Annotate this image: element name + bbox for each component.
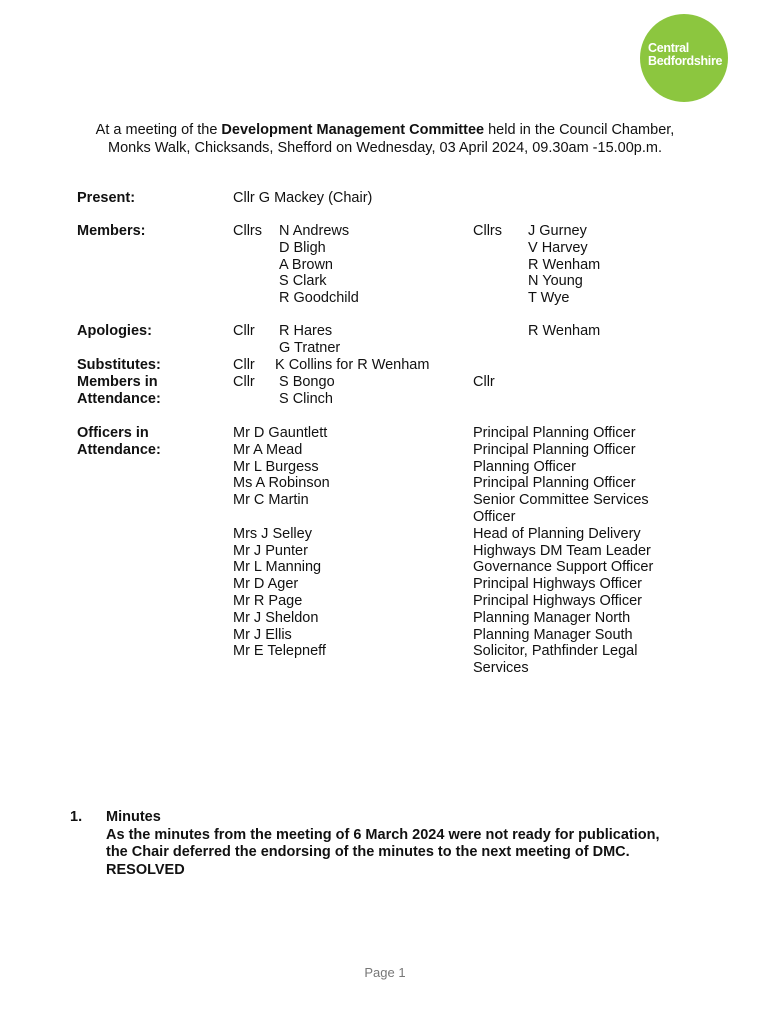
officer-name: Mr D Ager <box>233 576 299 593</box>
label-line: Members in <box>77 374 158 390</box>
officer-role: Planning Manager North <box>473 609 631 626</box>
list-item: R Wenham <box>528 256 601 273</box>
members-left-list <box>279 223 359 307</box>
label-line: Attendance: <box>77 390 161 407</box>
item-text-line: the Chair deferred the endorsing of the minutes to the next meeting of DMC. <box>106 844 630 860</box>
list-item: T Wye <box>528 290 570 307</box>
officer-name: Mr J Ellis <box>233 626 292 643</box>
intro-pre: At a meeting of the <box>95 122 222 138</box>
members-attendance-prefix: Cllr <box>233 374 255 390</box>
intro-line2: Monks Walk, Chicksands, Shefford on Wednesday, 03 April 2024, 09.30am -15.00p.m. <box>108 139 662 156</box>
present-label: Present: <box>77 190 136 206</box>
list-item: N Andrews <box>279 223 350 239</box>
officer-role: Planning Officer <box>473 458 576 475</box>
officer-role: Principal Planning Officer <box>473 425 636 441</box>
officer-role: Principal Highways Officer <box>473 592 642 609</box>
officer-role: Officer <box>473 508 516 525</box>
substitutes-prefix: Cllr <box>233 357 255 373</box>
meeting-intro <box>40 122 730 157</box>
members-left-prefix: Cllrs <box>233 223 262 239</box>
officer-names-list <box>233 425 330 660</box>
list-item: V Harvey <box>528 239 588 256</box>
logo-line1: Central <box>648 41 689 55</box>
officer-name: Mrs J Selley <box>233 525 312 542</box>
officers-label <box>77 425 161 459</box>
officer-role: Solicitor, Pathfinder Legal <box>473 643 638 660</box>
officer-name: Mr D Gauntlett <box>233 425 328 441</box>
officer-name: Ms A Robinson <box>233 475 330 492</box>
officer-role: Principal Planning Officer <box>473 441 636 458</box>
officer-name <box>233 509 330 526</box>
members-attendance-list <box>279 374 335 408</box>
item-minutes <box>106 809 746 879</box>
central-bedfordshire-logo <box>640 14 728 102</box>
label-line: Officers in <box>77 425 149 441</box>
apologies-list <box>279 323 340 357</box>
item-text-line: As the minutes from the meeting of 6 March 2024 were not ready for publication, <box>106 826 660 843</box>
officer-role: Services <box>473 660 529 677</box>
officer-name: Mr J Sheldon <box>233 609 319 626</box>
officer-role: Governance Support Officer <box>473 559 654 576</box>
list-item: S Clinch <box>279 390 333 407</box>
officer-name: Mr L Manning <box>233 559 322 576</box>
committee-name: Development Management Committee <box>221 122 485 138</box>
list-item: R Goodchild <box>279 290 359 307</box>
item-resolved: RESOLVED <box>106 861 185 878</box>
list-item: J Gurney <box>528 223 587 239</box>
officer-role: Highways DM Team Leader <box>473 542 651 559</box>
officer-role: Principal Highways Officer <box>473 576 642 593</box>
apologies-right-name: R Wenham <box>528 323 601 339</box>
members-attendance-label <box>77 374 161 408</box>
intro-post: held in the Council Chamber, <box>484 122 675 138</box>
members-label: Members: <box>77 223 146 239</box>
officer-role: Principal Planning Officer <box>473 475 636 492</box>
apologies-label: Apologies: <box>77 323 152 339</box>
page-number: Page 1 <box>364 965 406 980</box>
label-line: Attendance: <box>77 441 161 458</box>
officer-name: Mr A Mead <box>233 441 303 458</box>
officer-name: Mr J Punter <box>233 542 308 559</box>
list-item: S Bongo <box>279 374 335 390</box>
list-item: S Clark <box>279 273 327 290</box>
officer-name: Mr E Telepneff <box>233 643 326 660</box>
list-item: D Bligh <box>279 239 326 256</box>
officer-name: Mr R Page <box>233 592 303 609</box>
list-item: G Tratner <box>279 339 341 356</box>
substitutes-label: Substitutes: <box>77 357 161 373</box>
officer-role: Planning Manager South <box>473 626 633 643</box>
present-value: Cllr G Mackey (Chair) <box>233 190 373 206</box>
list-item: A Brown <box>279 256 333 273</box>
officer-name: Mr L Burgess <box>233 458 319 475</box>
officer-roles-list <box>473 425 653 677</box>
members-right-list <box>528 223 600 307</box>
list-item: N Young <box>528 273 583 290</box>
officer-role: Head of Planning Delivery <box>473 525 641 542</box>
apologies-prefix: Cllr <box>233 323 255 339</box>
logo-line2: Bedfordshire <box>648 54 723 68</box>
members-right-prefix: Cllrs <box>473 223 502 239</box>
list-item: R Hares <box>279 323 333 339</box>
officer-name: Mr C Martin <box>233 492 309 509</box>
item-number: 1. <box>70 809 83 825</box>
item-title: Minutes <box>106 809 161 825</box>
substitutes-text: K Collins for R Wenham <box>275 357 430 373</box>
officer-role: Senior Committee Services <box>473 492 649 509</box>
members-attendance-right-prefix: Cllr <box>473 374 495 390</box>
